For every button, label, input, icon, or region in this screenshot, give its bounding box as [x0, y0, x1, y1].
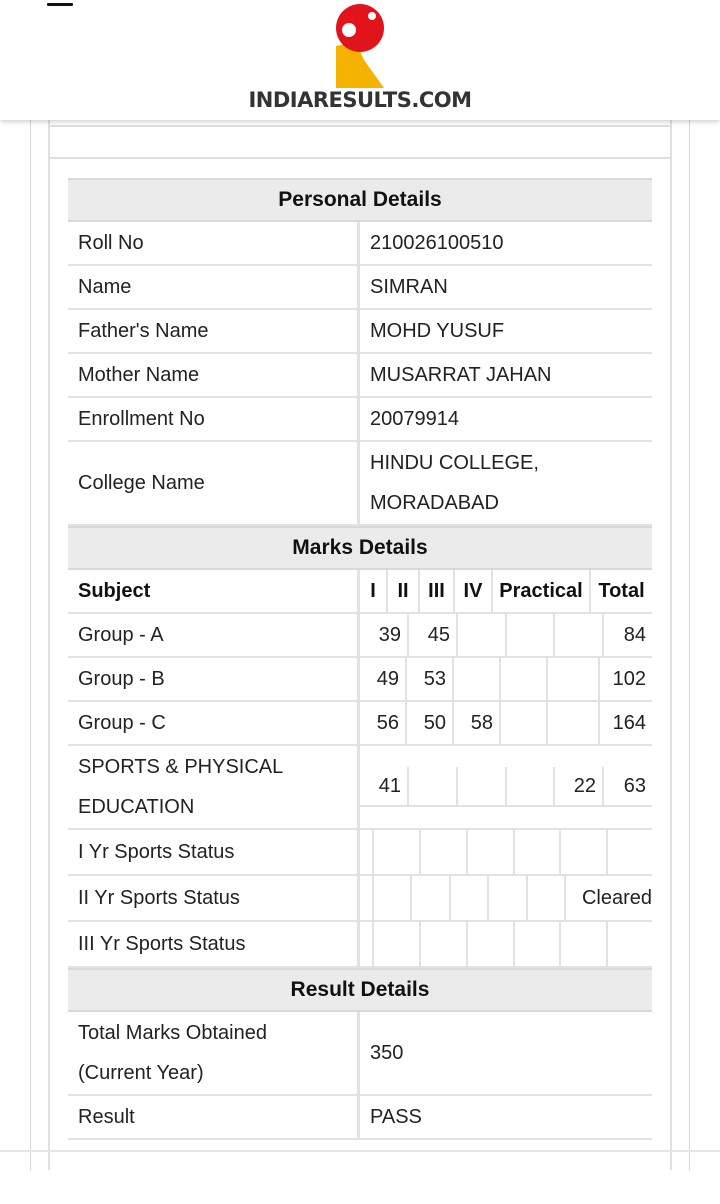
result-table [68, 178, 652, 1140]
mark-total: 63 [623, 774, 646, 797]
mother-name-label: Mother Name [68, 354, 360, 396]
divider [48, 157, 672, 159]
college-name-line: HINDU COLLEGE, [370, 452, 539, 474]
mother-name-value: MUSARRAT JAHAN [370, 364, 552, 386]
sports-status-cells [360, 830, 652, 874]
mark-i: 41 [360, 767, 409, 805]
table-row [68, 830, 652, 876]
mark-iii [458, 767, 507, 805]
total-marks-label [68, 1012, 360, 1094]
personal-details-heading: Personal Details [68, 178, 652, 222]
mark-ii: 45 [409, 614, 458, 656]
marks-header-row [68, 570, 652, 614]
subject-name-line: SPORTS & PHYSICAL [78, 756, 284, 778]
divider [48, 125, 672, 127]
college-name-label: College Name [68, 442, 360, 524]
result-label: Result [68, 1096, 360, 1138]
mark-i: 39 [360, 614, 409, 656]
sports-status-label: II Yr Sports Status [68, 876, 360, 920]
mark-iii [454, 658, 501, 700]
roll-no-label: Roll No [68, 222, 360, 264]
subject-column-header: Subject [68, 570, 360, 612]
total-marks-label-line: Total Marks Obtained [78, 1022, 267, 1044]
table-row [68, 222, 652, 266]
table-row [68, 1012, 652, 1096]
logo-text: INDIARESULTS.COM [248, 88, 472, 112]
table-row [68, 354, 652, 398]
mark-iii: 58 [454, 702, 501, 744]
table-row [68, 922, 652, 968]
divider [0, 1150, 720, 1152]
roll-no-value: 210026100510 [370, 232, 504, 254]
college-name-line: MORADABAD [370, 492, 499, 514]
total-marks-value: 350 [370, 1042, 404, 1064]
mark-iv [507, 767, 555, 805]
mark-ii [409, 767, 458, 805]
table-row [68, 266, 652, 310]
enrollment-no-label: Enrollment No [68, 398, 360, 440]
mark-practical [555, 614, 604, 656]
subject-name-line: EDUCATION [78, 796, 195, 818]
marks-details-heading: Marks Details [68, 526, 652, 570]
table-row [68, 614, 652, 658]
subject-name [68, 746, 360, 828]
name-value: SIMRAN [370, 276, 448, 298]
indiaresults-logo[interactable] [248, 2, 472, 116]
mark-i: 56 [360, 702, 407, 744]
mark-iv [507, 614, 555, 656]
father-name-value: MOHD YUSUF [370, 320, 505, 342]
mark-practical [548, 702, 600, 744]
result-value: PASS [370, 1106, 422, 1128]
column-header-total: Total [598, 579, 645, 602]
mark-practical: 22 [555, 767, 604, 805]
college-name-value [360, 442, 652, 524]
site-header [0, 0, 720, 120]
mark-practical [548, 658, 600, 700]
table-row [68, 876, 652, 922]
sports-status-value: Cleared [564, 876, 652, 920]
subject-name: Group - A [68, 614, 360, 656]
table-row [68, 658, 652, 702]
sports-status-cells [360, 876, 652, 920]
column-header-i: I [360, 570, 388, 612]
column-header-ii: II [388, 570, 420, 612]
table-row [68, 310, 652, 354]
mark-total: 84 [623, 623, 646, 646]
sports-status-cells [360, 922, 652, 966]
subject-name: Group - B [68, 658, 360, 700]
table-row [68, 1096, 652, 1140]
mark-total: 164 [612, 711, 646, 734]
menu-icon[interactable] [47, 0, 73, 12]
column-header-iii: III [420, 570, 455, 612]
mark-ii: 53 [407, 658, 454, 700]
subject-name: Group - C [68, 702, 360, 744]
table-row [68, 398, 652, 442]
column-header-practical: Practical [493, 570, 591, 612]
sports-status-label: III Yr Sports Status [68, 922, 360, 966]
mark-i: 49 [360, 658, 407, 700]
mark-ii: 50 [407, 702, 454, 744]
column-header-iv: IV [455, 570, 493, 612]
result-details-heading: Result Details [68, 968, 652, 1012]
table-row [68, 702, 652, 746]
mark-total: 102 [612, 667, 646, 690]
sports-status-label: I Yr Sports Status [68, 830, 360, 874]
mark-iii [458, 614, 507, 656]
total-marks-label-line: (Current Year) [78, 1062, 204, 1084]
mark-iv [501, 702, 548, 744]
father-name-label: Father's Name [68, 310, 360, 352]
table-row [68, 746, 652, 830]
mark-iv [501, 658, 548, 700]
name-label: Name [68, 266, 360, 308]
table-row [68, 442, 652, 526]
logo-mark-icon [248, 2, 472, 92]
enrollment-no-value: 20079914 [370, 408, 459, 430]
